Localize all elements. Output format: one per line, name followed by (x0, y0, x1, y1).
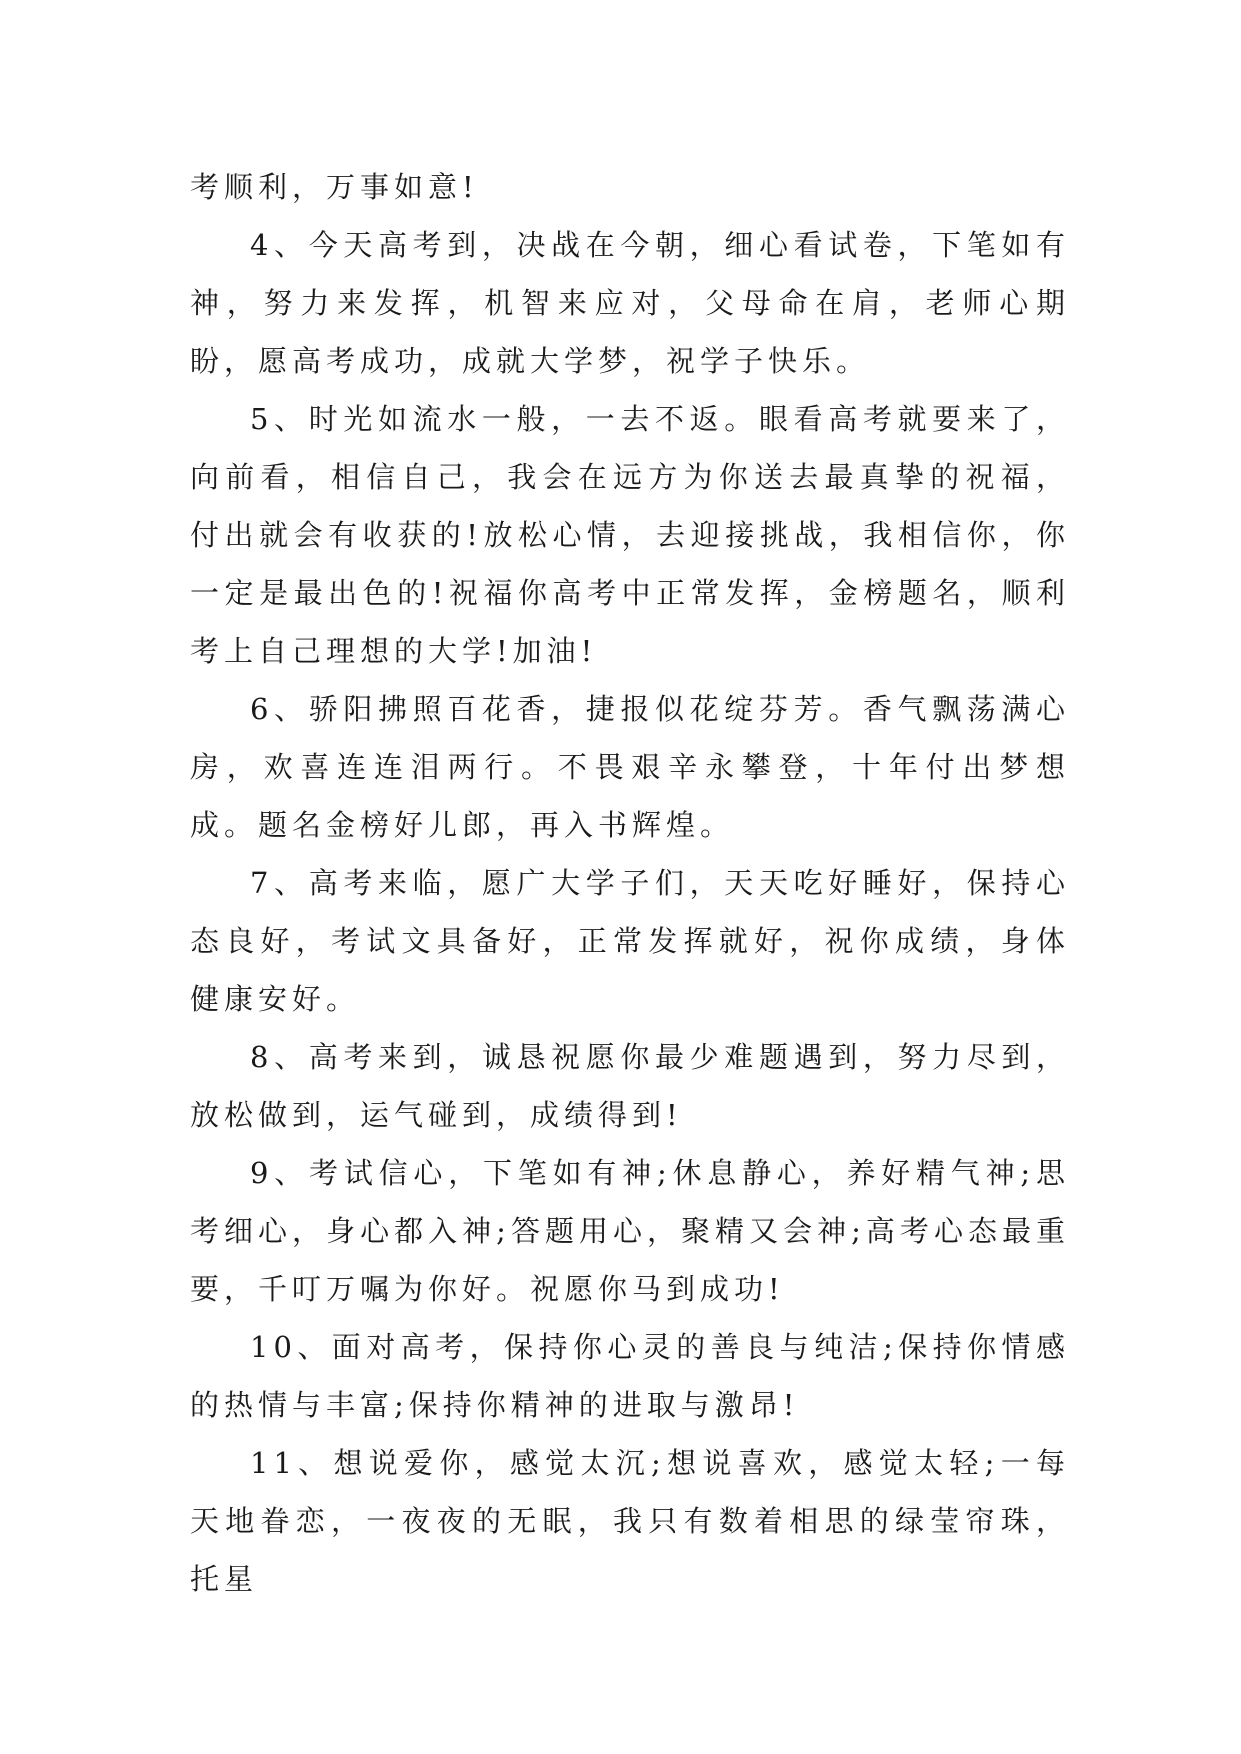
paragraph-item-9: 9、考试信心，下笔如有神;休息静心，养好精气神;思考细心，身心都入神;答题用心，聚精又会神;高考心态最重要，千叮万嘱为你好。祝愿你马到成功! (190, 1156, 1070, 1306)
paragraph-continuation: 考顺利，万事如意! (190, 170, 479, 204)
paragraph-item-7: 7、高考来临，愿广大学子们，天天吃好睡好，保持心态良好，考试文具备好，正常发挥就好，祝你成绩，身体健康安好。 (190, 866, 1070, 1016)
document-body (190, 158, 1070, 1608)
paragraph-item-11: 11、想说爱你，感觉太沉;想说喜欢，感觉太轻;一每天地眷恋，一夜夜的无眠，我只有数着相思的绿莹帘珠，托星 (190, 1446, 1070, 1596)
paragraph-item-4: 4、今天高考到，决战在今朝，细心看试卷，下笔如有神，努力来发挥，机智来应对，父母命在肩，老师心期盼，愿高考成功，成就大学梦，祝学子快乐。 (190, 228, 1070, 378)
paragraph-item-5: 5、时光如流水一般，一去不返。眼看高考就要来了，向前看，相信自己，我会在远方为你送去最真挚的祝福，付出就会有收获的!放松心情，去迎接挑战，我相信你，你一定是最出色的!祝福你高考中正常发挥，金榜题名，顺利考上自己理想的大学!加油! (190, 402, 1070, 668)
paragraph-item-10: 10、面对高考，保持你心灵的善良与纯洁;保持你情感的热情与丰富;保持你精神的进取与激昂! (190, 1330, 1070, 1422)
paragraph-item-8: 8、高考来到，诚恳祝愿你最少难题遇到，努力尽到，放松做到，运气碰到，成绩得到! (190, 1040, 1070, 1132)
paragraph-item-6: 6、骄阳拂照百花香，捷报似花绽芬芳。香气飘荡满心房，欢喜连连泪两行。不畏艰辛永攀登，十年付出梦想成。题名金榜好儿郎，再入书辉煌。 (190, 692, 1070, 842)
